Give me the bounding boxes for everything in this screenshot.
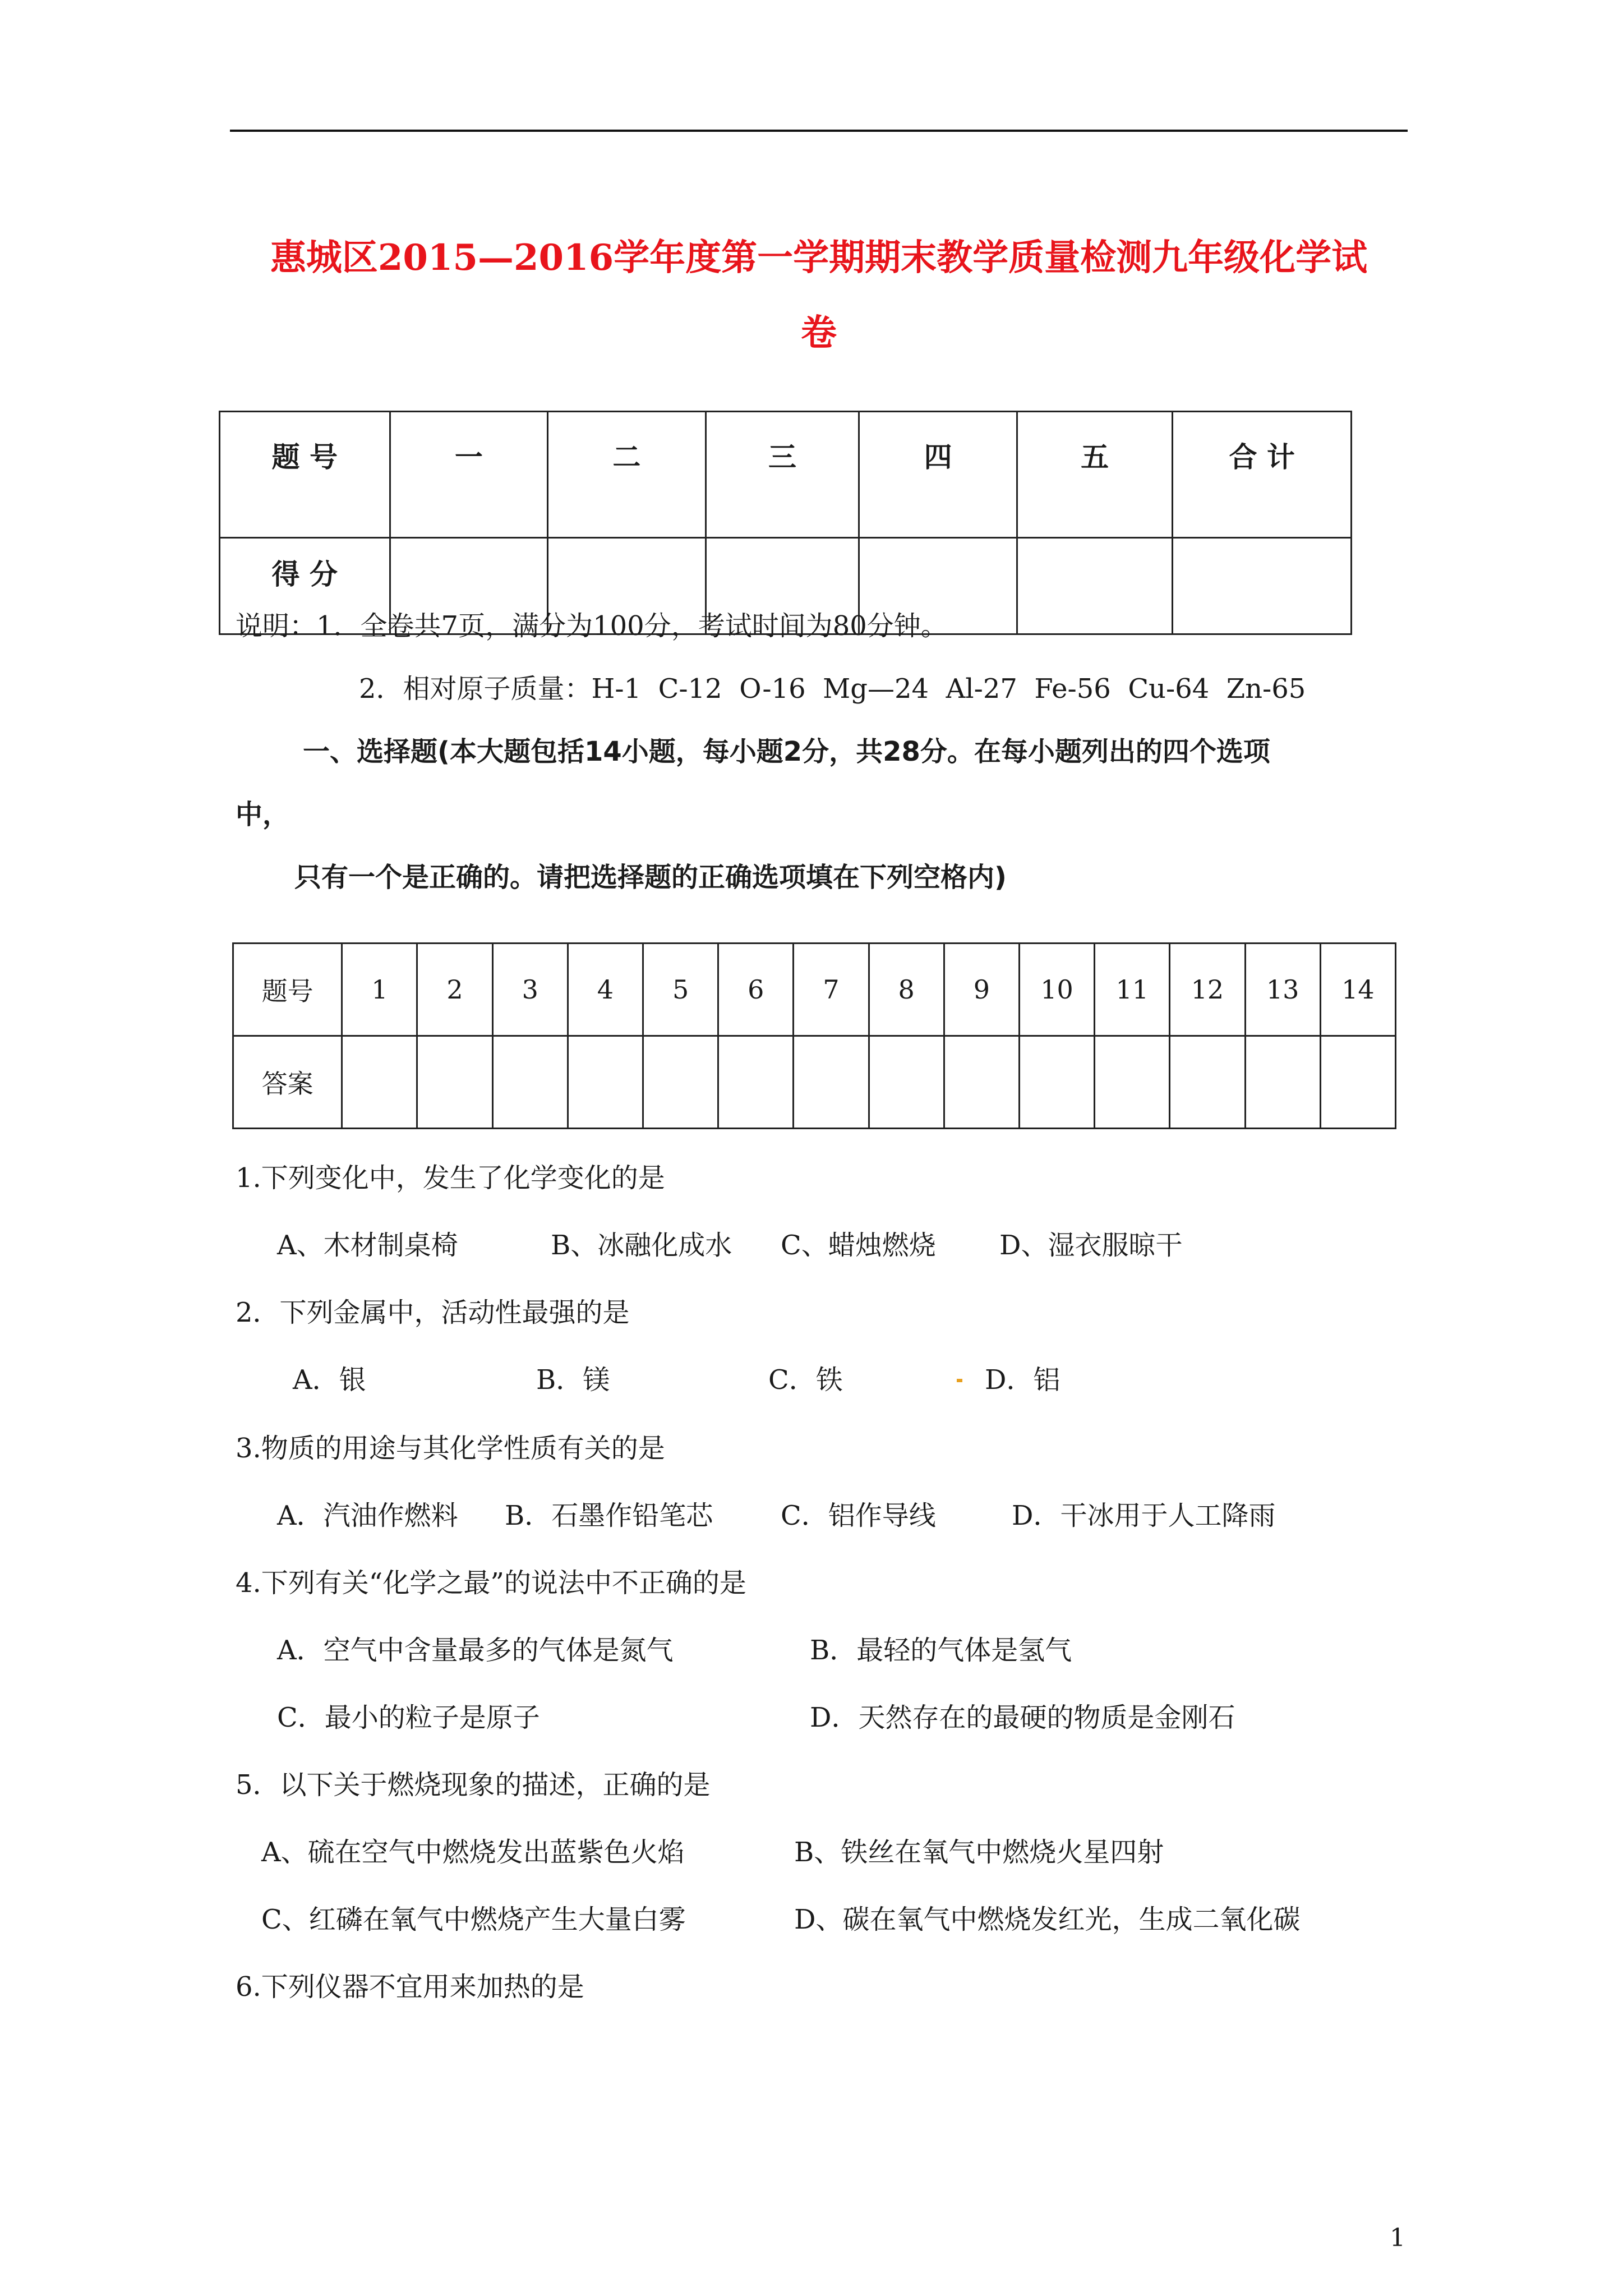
question-4-option-b: B．最轻的气体是氢气 xyxy=(810,1635,1072,1666)
question-number-cell: 4 xyxy=(568,944,643,1036)
score-header-cell: 五 xyxy=(1017,412,1173,538)
answer-table-answer-label: 答案 xyxy=(233,1036,342,1129)
exam-title-line2: 卷 xyxy=(801,312,837,354)
answer-entry-cell xyxy=(1095,1036,1170,1129)
question-5-option-b: B、铁丝在氧气中燃烧火星四射 xyxy=(794,1837,1164,1868)
question-5-stem: 5．以下关于燃烧现象的描述，正确的是 xyxy=(236,1769,711,1801)
answer-entry-cell xyxy=(492,1036,568,1129)
answer-entry-cell xyxy=(417,1036,492,1129)
question-number-cell: 5 xyxy=(643,944,718,1036)
answer-entry-cell xyxy=(568,1036,643,1129)
question-6-stem: 6.下列仪器不宜用来加热的是 xyxy=(236,1971,584,2003)
answer-entry-cell xyxy=(794,1036,869,1129)
question-5-option-c: C、红磷在氧气中燃烧产生大量白雾 xyxy=(261,1904,686,1935)
answer-entry-cell xyxy=(944,1036,1019,1129)
question-number-cell: 3 xyxy=(492,944,568,1036)
answer-entry-cell xyxy=(643,1036,718,1129)
question-1-option-d: D、湿衣服晾干 xyxy=(999,1230,1183,1261)
score-table-header-row xyxy=(220,412,1352,538)
question-1-stem: 1.下列变化中，发生了化学变化的是 xyxy=(236,1162,665,1194)
answer-table-answer-row xyxy=(233,1036,1396,1129)
score-entry-cell xyxy=(1017,538,1173,634)
question-number-cell: 2 xyxy=(417,944,492,1036)
answer-entry-cell xyxy=(1170,1036,1245,1129)
score-header-cell: 二 xyxy=(548,412,706,538)
question-4-option-c: C．最小的粒子是原子 xyxy=(277,1702,540,1733)
question-4-option-d: D．天然存在的最硬的物质是金刚石 xyxy=(810,1702,1235,1733)
question-number-cell: 7 xyxy=(794,944,869,1036)
score-header-cell: 合 计 xyxy=(1173,412,1352,538)
question-number-cell: 10 xyxy=(1019,944,1094,1036)
score-entry-cell xyxy=(1173,538,1352,634)
score-row-label: 得 分 xyxy=(220,538,390,634)
page-number: 1 xyxy=(1390,2224,1405,2252)
question-2-option-c: C．铁 xyxy=(768,1364,843,1396)
question-number-cell: 1 xyxy=(342,944,417,1036)
question-2-option-d: D．铝 xyxy=(985,1364,1061,1396)
question-number-cell: 6 xyxy=(718,944,794,1036)
note-1: 说明：1．全卷共7页，满分为100分，考试时间为80分钟。 xyxy=(236,610,948,642)
question-3-option-a: A．汽油作燃料 xyxy=(277,1500,458,1531)
question-number-cell: 11 xyxy=(1095,944,1170,1036)
header-rule xyxy=(230,130,1408,132)
question-4-stem: 4.下列有关“化学之最”的说法中不正确的是 xyxy=(236,1567,746,1599)
answer-table-number-row xyxy=(233,944,1396,1036)
score-header-cell: 四 xyxy=(859,412,1017,538)
note-2: 2．相对原子质量：H-1 C-12 O-16 Mg—24 Al-27 Fe-56 Cu-64 Zn-65 xyxy=(359,673,1306,705)
answer-entry-cell xyxy=(718,1036,794,1129)
question-number-cell: 9 xyxy=(944,944,1019,1036)
answer-entry-cell xyxy=(342,1036,417,1129)
question-3-option-b: B．石墨作铅笔芯 xyxy=(505,1500,713,1531)
stray-mark xyxy=(957,1379,962,1382)
answer-entry-cell xyxy=(1245,1036,1320,1129)
section1-instruction-line2: 中， xyxy=(236,799,290,830)
question-2-option-b: B．镁 xyxy=(536,1364,610,1396)
question-5-option-d: D、碳在氧气中燃烧发红光，生成二氧化碳 xyxy=(794,1904,1301,1935)
score-header-cell: 一 xyxy=(390,412,548,538)
question-1-option-b: B、冰融化成水 xyxy=(551,1230,732,1261)
section1-instruction-line1: 一、选择题(本大题包括14小题，每小题2分，共28分。在每小题列出的四个选项 xyxy=(303,736,1270,767)
question-3-stem: 3.物质的用途与其化学性质有关的是 xyxy=(236,1433,665,1464)
answer-table-header-label: 题号 xyxy=(233,944,342,1036)
score-header-cell: 题 号 xyxy=(220,412,390,538)
answer-entry-cell xyxy=(1320,1036,1395,1129)
question-2-stem: 2．下列金属中，活动性最强的是 xyxy=(236,1297,630,1328)
score-header-cell: 三 xyxy=(706,412,859,538)
question-5-option-a: A、硫在空气中燃烧发出蓝紫色火焰 xyxy=(261,1837,685,1868)
question-2-option-a: A．银 xyxy=(293,1364,366,1396)
section1-instruction-line3: 只有一个是正确的。请把选择题的正确选项填在下列空格内) xyxy=(294,862,1007,893)
question-1-option-a: A、木材制桌椅 xyxy=(277,1230,458,1261)
question-number-cell: 14 xyxy=(1320,944,1395,1036)
question-3-option-d: D．干冰用于人工降雨 xyxy=(1012,1500,1276,1531)
question-number-cell: 12 xyxy=(1170,944,1245,1036)
answer-table xyxy=(232,942,1396,1129)
answer-entry-cell xyxy=(1019,1036,1094,1129)
question-1-option-c: C、蜡烛燃烧 xyxy=(781,1230,936,1261)
answer-entry-cell xyxy=(869,1036,944,1129)
question-4-option-a: A．空气中含量最多的气体是氮气 xyxy=(277,1635,674,1666)
question-number-cell: 8 xyxy=(869,944,944,1036)
score-table xyxy=(219,411,1352,635)
exam-title-line1: 惠城区2015—2016学年度第一学期期末教学质量检测九年级化学试 xyxy=(270,237,1368,279)
question-3-option-c: C．铝作导线 xyxy=(781,1500,936,1531)
question-number-cell: 13 xyxy=(1245,944,1320,1036)
